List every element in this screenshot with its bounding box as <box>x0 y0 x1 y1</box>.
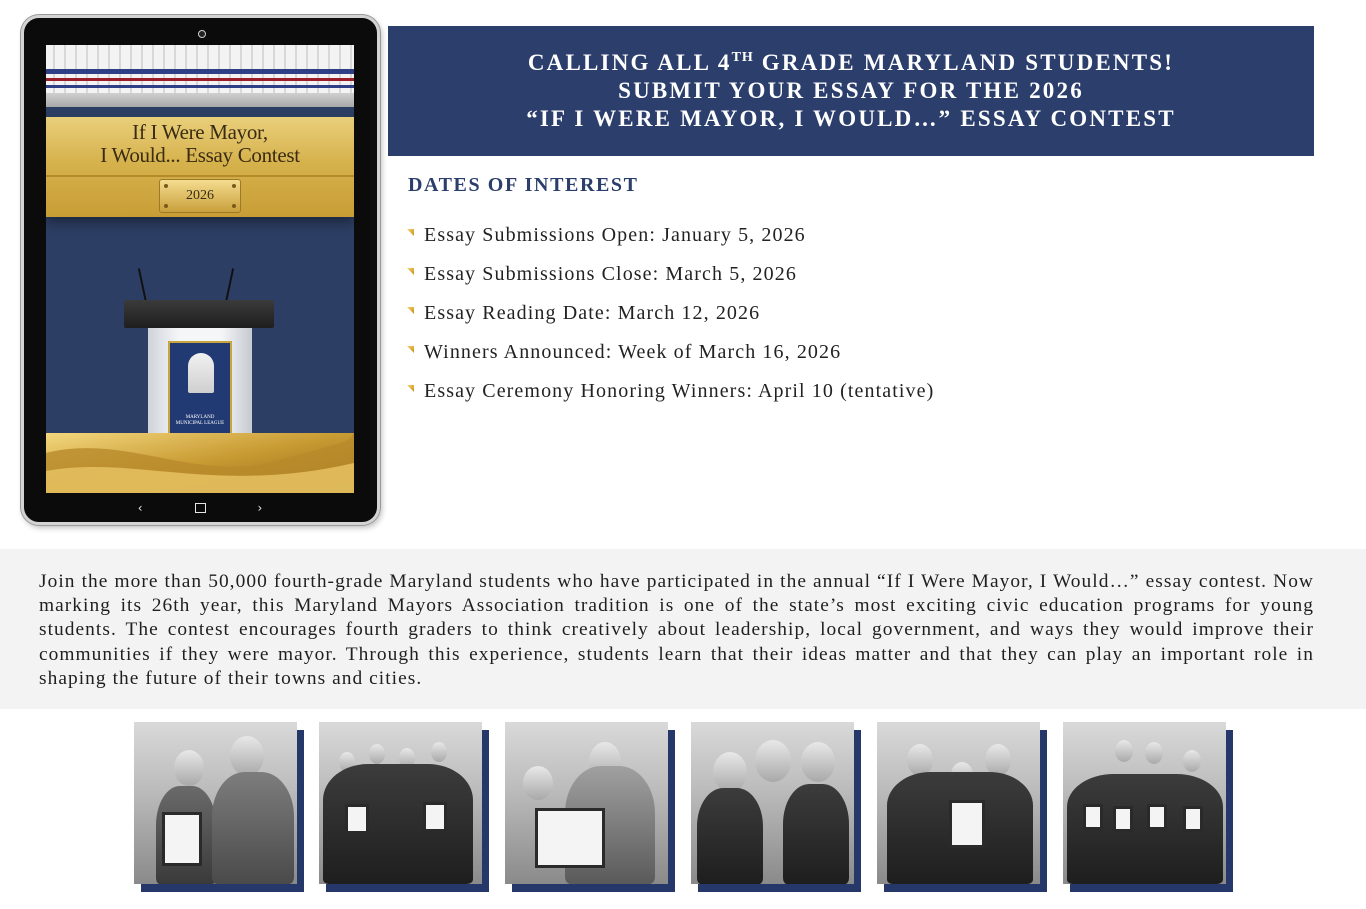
seal-text-line2: MUNICIPAL LEAGUE <box>175 421 225 426</box>
gallery-photo <box>134 722 297 884</box>
date-item: Essay Submissions Open: January 5, 2026 <box>406 222 934 261</box>
state-house-dome-icon <box>188 353 214 393</box>
back-chevron-icon: ‹ <box>137 501 143 515</box>
intro-paragraph: Join the more than 50,000 fourth-grade Maryland students who have participated in the annual “If I Were Mayor, I Would…” essay contest. Now marking its 26th year, this Maryland Mayors Association tradition is one of the state’s most exciting civic education programs for young students. The contest encourages fourth graders to think creatively about leadership, local government, and ways they would improve their communities if they were mayor. Through this experience, students learn that their ideas matter and that they can play an important role in shaping the future of their towns and cities. <box>39 571 1314 689</box>
contest-plaque <box>46 117 354 217</box>
home-square-icon <box>195 503 206 513</box>
state-house-seal <box>168 341 232 437</box>
photo-gallery <box>0 722 1366 897</box>
gold-wave-decoration <box>46 433 354 493</box>
date-item: Essay Ceremony Honoring Winners: April 10 (tentative) <box>406 378 934 417</box>
intro-section <box>0 549 1366 709</box>
date-item: Winners Announced: Week of March 16, 2026 <box>406 339 934 378</box>
banner-line1: CALLING ALL 4TH GRADE MARYLAND STUDENTS! <box>527 50 1175 75</box>
bullet-icon <box>407 346 414 353</box>
camera-icon <box>198 30 206 38</box>
tablet-screen <box>46 45 354 493</box>
bullet-icon <box>407 268 414 275</box>
bullet-icon <box>407 307 414 314</box>
gallery-photo <box>1063 722 1226 884</box>
gallery-photo <box>319 722 482 884</box>
seal-text-line1: MARYLAND <box>185 415 215 420</box>
dates-list <box>406 222 934 417</box>
gallery-photo <box>691 722 854 884</box>
gallery-photo <box>505 722 668 884</box>
date-item: Essay Reading Date: March 12, 2026 <box>406 300 934 339</box>
tablet-illustration <box>21 15 380 525</box>
date-item: Essay Submissions Close: March 5, 2026 <box>406 261 934 300</box>
bullet-icon <box>407 229 414 236</box>
banner-line2: SUBMIT YOUR ESSAY FOR THE 2026 <box>618 78 1084 103</box>
plaque-title-line2: I Would... Essay Contest <box>100 143 300 167</box>
dates-of-interest-heading: DATES OF INTEREST <box>408 174 639 196</box>
year-tag <box>159 179 241 213</box>
header-banner <box>388 26 1314 156</box>
bullet-icon <box>407 385 414 392</box>
banner-line3: “IF I WERE MAYOR, I WOULD…” ESSAY CONTEST <box>526 106 1176 131</box>
flags-backdrop <box>46 45 354 107</box>
gallery-photo <box>877 722 1040 884</box>
plaque-title-line1: If I Were Mayor, <box>132 120 268 144</box>
year-tag-text: 2026 <box>186 188 214 203</box>
podium-top <box>124 300 274 328</box>
plaque-title <box>46 121 354 167</box>
tablet-nav-bar <box>46 496 354 520</box>
forward-chevron-icon: › <box>257 501 263 515</box>
